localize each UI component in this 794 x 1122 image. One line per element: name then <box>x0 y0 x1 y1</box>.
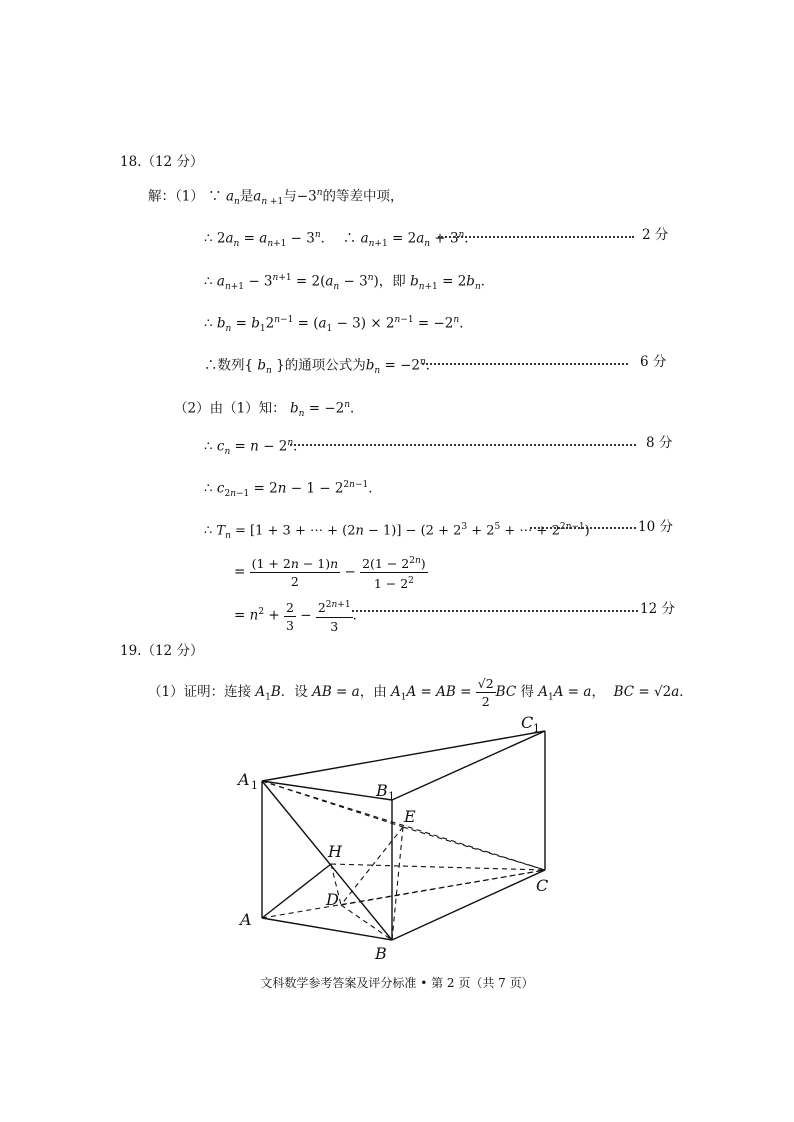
score-12: 12 分 <box>640 601 675 617</box>
text-fragment: ，即 <box>378 273 406 290</box>
text-fragment: （1）证明：连接 <box>148 684 252 700</box>
text-fragment: 与 <box>283 188 297 205</box>
q18-line-7: ∴ $c_{2n-1} = 2n - 1 - 2^{2n-1}$． <box>204 480 382 500</box>
therefore-symbol: ∴ <box>204 523 213 539</box>
label-E: E <box>404 807 416 826</box>
therefore-symbol: ∴ <box>204 230 213 247</box>
q18-line-2: ∴ $2a_n = a_{n+1} - 3^n$． ∴ $a_{n+1} = 2a_n + 3^n$． <box>204 230 478 250</box>
q19-line-1: （1）证明：连接 $A_1B$．设 AB = a，由 $A_1A$ = AB = $\frac{√2}{2}$ BC 得 $A_1A = a$， BC = √2a． <box>148 676 693 709</box>
page-footer: 文科数学参考答案及评分标准 • 第 2 页（共 7 页） <box>260 976 534 990</box>
hidden-edges <box>262 781 545 940</box>
score-8: 8 分 <box>646 435 673 451</box>
text-fragment: 的通项公式为 <box>284 357 366 374</box>
therefore-symbol: ∴ <box>204 273 213 290</box>
score-6: 6 分 <box>640 354 667 370</box>
q18-line-6: ∴ $c_n = n - 2^n$． <box>204 438 307 458</box>
label-A1-subscript: 1 <box>251 779 258 792</box>
text-fragment: 的等差中项， <box>322 188 404 205</box>
label-B1: B <box>376 781 388 800</box>
label-A1: A <box>238 770 250 789</box>
q18-part2: （2）由（1）知： $b_n = -2^n$． <box>174 400 364 420</box>
text-fragment: 得 <box>520 684 534 700</box>
because-symbol: ∵ <box>208 188 222 205</box>
q18-heading: 18.（12 分） <box>120 154 204 170</box>
q18-line-3: ∴ $a_{n+1} - 3^{n+1} = 2(a_n - 3^n)$，即 $b_{n+1} = 2b_n$． <box>204 273 495 293</box>
q18-line-4: ∴ $b_n = b_12^{n-1} = (a_1 - 3) \times 2^{n-1} = -2^n$． <box>204 315 473 335</box>
q18-line-1: 解：（1） ∵ $a_n$是$a_{n +1}$与$-3^n$的等差中项， <box>148 188 404 208</box>
label-B: B <box>375 944 387 963</box>
label-C1: C <box>521 713 534 732</box>
solve-label: 解：（1） <box>148 188 204 205</box>
label-A: A <box>240 910 252 929</box>
therefore-symbol: ∴ <box>342 230 357 247</box>
therefore-symbol: ∴ <box>204 438 213 455</box>
label-C: C <box>536 876 549 895</box>
label-D: D <box>326 890 339 909</box>
text-fragment: ，由 <box>359 684 387 700</box>
q18-line-8: ∴ $T_n = [1 + 3$ + ⋯ + $(2n - 1)] - (2 + 2^3 + 2^5$ + ⋯ + $2^{2n-1}$) <box>204 522 590 541</box>
therefore-symbol: ∴ <box>204 480 213 497</box>
therefore-symbol: ∴ <box>204 315 213 332</box>
score-10: 10 分 <box>638 519 673 535</box>
therefore-symbol: ∴ <box>204 357 218 374</box>
label-C1-subscript: 1 <box>533 722 540 735</box>
text-fragment: ．设 <box>280 684 308 700</box>
label-H: H <box>328 842 342 861</box>
text-fragment: （2）由（1）知： <box>174 400 286 417</box>
label-B1-subscript: 1 <box>388 790 395 803</box>
q18-line-5: ∴数列{ $b_n$ }的通项公式为$b_n = -2^n$． <box>204 357 440 377</box>
text-fragment: 数列 <box>217 357 245 374</box>
q19-heading: 19.（12 分） <box>120 643 204 659</box>
solid-edges <box>262 731 545 940</box>
text-fragment: ， <box>591 684 605 700</box>
text-fragment: 是 <box>239 188 254 205</box>
score-2: 2 分 <box>642 227 669 243</box>
q18-line-9: = $\frac{(1 + 2n - 1)n}{2}$ − $\frac{2(1 - 2^{2n})}{1 - 2^2}$ <box>234 555 426 592</box>
q18-line-10: = $n^2$ + $\frac{2}{3}$ − $\frac{2^{2n+1}}{3}$ ． <box>234 599 367 634</box>
